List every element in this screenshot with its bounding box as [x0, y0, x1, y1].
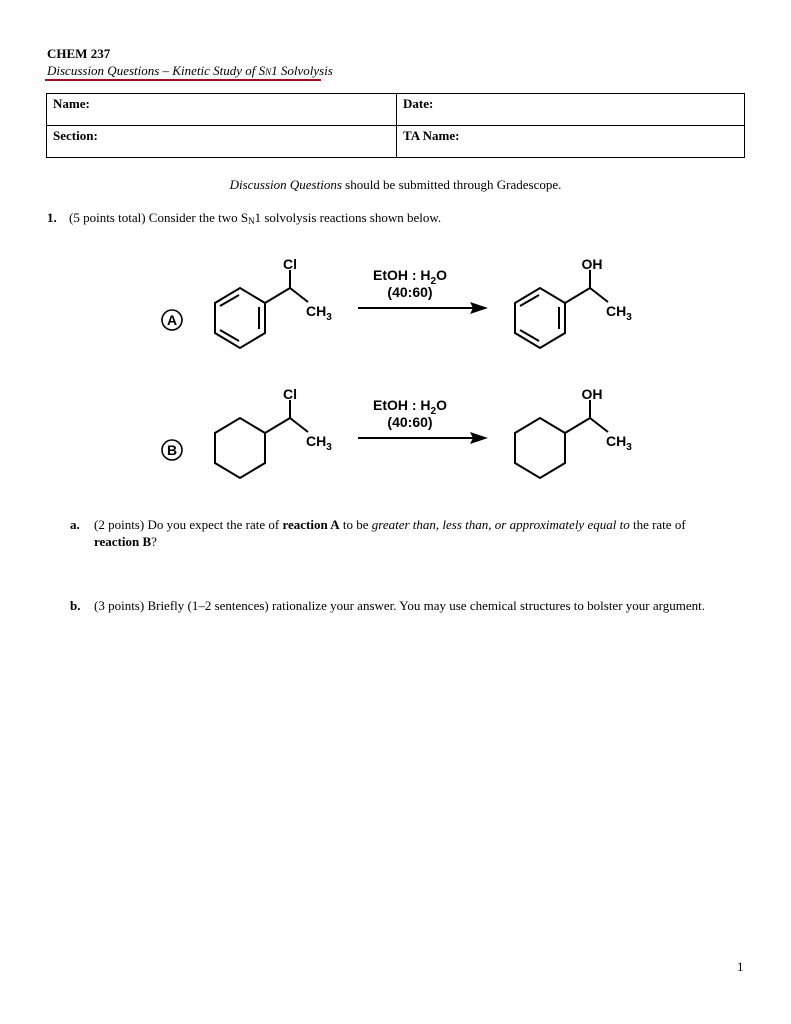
reaction-a-label: A [166, 312, 178, 328]
section-cell[interactable] [47, 126, 397, 158]
product-b-methyl: $CH_3$ [606, 433, 632, 453]
reaction-b [162, 386, 632, 478]
part-b [70, 597, 750, 614]
cyclohexane-reactant [215, 400, 308, 478]
section-label: Section: [53, 128, 98, 143]
date-cell[interactable] [397, 94, 745, 126]
question-text-before: (5 points total) Consider the two S [69, 210, 249, 225]
date-label: Date: [403, 96, 434, 111]
product-a-oh: OH [581, 256, 603, 272]
worksheet-subtitle [47, 63, 333, 79]
ratio-a: (40:60) [387, 284, 433, 300]
note-rest: should be submitted through Gradescope. [341, 177, 562, 192]
subtitle-underline [45, 79, 321, 81]
question-number: 1. [47, 210, 57, 225]
cyclohexane-product [515, 400, 608, 478]
part-a-italic: greater than, less than, or approximately equal to [371, 517, 630, 532]
benzene-reactant [215, 270, 308, 348]
course-title: CHEM 237 [47, 46, 111, 61]
part-b-label: b. [70, 598, 81, 613]
submission-note [0, 177, 791, 193]
part-b-text: (3 points) Briefly (1–2 sentences) rationalize your answer. You may use chemical structures to bolster your argument. [94, 598, 705, 613]
reaction-scheme [140, 250, 650, 490]
student-info-table [46, 93, 745, 158]
reactant-a-cl: Cl [283, 256, 297, 272]
name-cell[interactable] [47, 94, 397, 126]
subtitle-main: Discussion Questions – Kinetic Study of S [47, 63, 266, 78]
subtitle-subscript: N [265, 67, 272, 77]
reaction-b-label: B [166, 442, 178, 458]
conditions-b: EtOH : $H_2O$ [372, 397, 448, 417]
product-a-methyl: $CH_3$ [606, 303, 632, 323]
question-subscript: N [248, 216, 255, 226]
part-a-bold1: reaction A [282, 517, 340, 532]
question-text-after: 1 solvolysis reactions shown below. [254, 210, 442, 225]
part-a-bold2: reaction B [94, 534, 152, 549]
conditions-a: EtOH : $H_2O$ [372, 267, 448, 287]
question-1 [47, 210, 441, 226]
part-a-label: a. [70, 517, 80, 532]
name-label: Name: [53, 96, 90, 111]
page-number: 1 [737, 959, 744, 974]
reactant-b-cl: Cl [283, 386, 297, 402]
ta-name-label: TA Name: [403, 128, 460, 143]
reaction-a [162, 256, 632, 348]
subtitle-tail: 1 Solvolysis [271, 63, 333, 78]
reactant-b-methyl: $CH_3$ [306, 433, 332, 453]
part-a [70, 516, 750, 550]
reactant-a-methyl: $CH_3$ [306, 303, 332, 323]
note-italic: Discussion Questions [229, 177, 342, 192]
part-a-text3: the rate of [629, 517, 686, 532]
part-a-text4: ? [151, 534, 157, 549]
part-a-line2 [70, 533, 750, 550]
product-b-oh: OH [581, 386, 603, 402]
benzene-product [515, 270, 608, 348]
ratio-b: (40:60) [387, 414, 433, 430]
part-a-text2: to be [339, 517, 372, 532]
part-a-text1: (2 points) Do you expect the rate of [94, 517, 283, 532]
ta-name-cell[interactable] [397, 126, 745, 158]
